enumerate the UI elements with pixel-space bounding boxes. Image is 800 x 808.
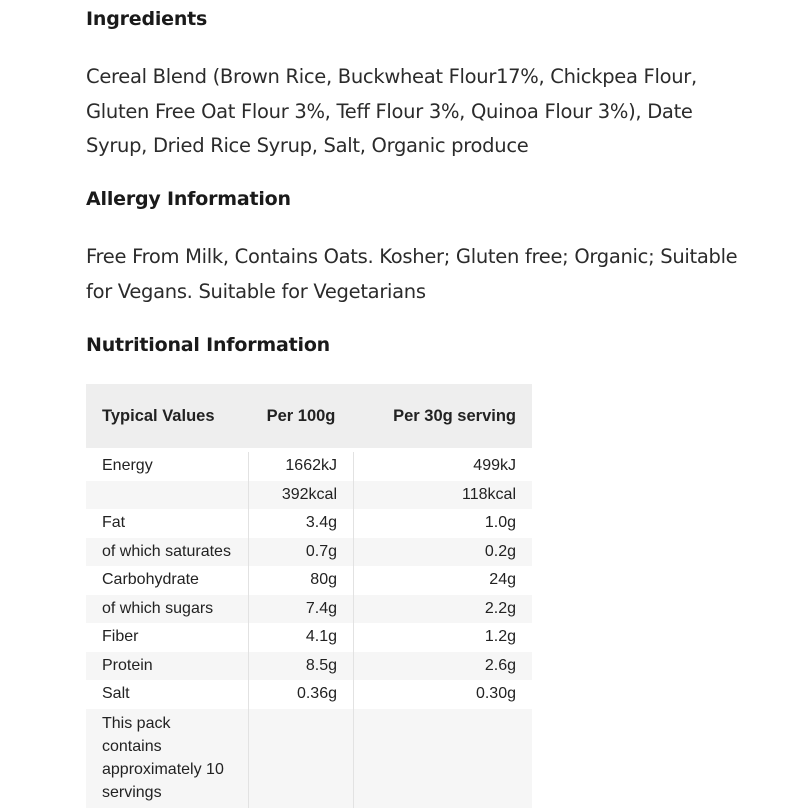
nutrition-heading: Nutritional Information [86, 334, 330, 356]
empty-cell [249, 709, 354, 808]
value-per-serving: 1.0g [484, 514, 516, 532]
value-per-100g: 392kcal [249, 481, 354, 510]
nutrition-table [86, 384, 532, 808]
nutrient-label: of which sugars [86, 595, 249, 624]
header-per-100g: Per 100g [249, 384, 354, 448]
servings-note [86, 709, 249, 808]
ingredients-text [86, 60, 746, 164]
table-row [86, 481, 532, 510]
nutrient-label: Salt [102, 685, 130, 703]
nutrient-label: of which saturates [86, 538, 249, 567]
table-row [86, 452, 532, 481]
nutrient-label: Protein [86, 652, 249, 681]
allergy-line: Free From Milk, Contains Oats. Kosher; Gluten free; Organic; Suitable [86, 245, 738, 268]
header-typical-values: Typical Values [86, 384, 249, 448]
table-row [86, 538, 532, 567]
ingredients-line: Cereal Blend (Brown Rice, Buckwheat Flour17%, Chickpea Flour, [86, 65, 697, 88]
nutrient-label [86, 481, 249, 510]
allergy-line: for Vegans. Suitable for Vegetarians [86, 279, 426, 303]
value-per-serving: 0.2g [354, 538, 533, 567]
servings-note-line: This pack contains [102, 714, 171, 755]
ingredients-line: Syrup, Dried Rice Syrup, Salt, Organic produce [86, 134, 529, 157]
value-per-serving: 499kJ [473, 457, 516, 475]
allergy-text [86, 240, 756, 309]
ingredients-line: Gluten Free Oat Flour 3%, Teff Flour 3%, Quinoa Flour 3%), Date [86, 99, 693, 123]
nutrient-label: Energy [102, 457, 153, 475]
value-per-100g: 1662kJ [249, 452, 354, 481]
nutrient-label: Fat [102, 514, 126, 532]
value-per-100g: 0.7g [249, 538, 354, 567]
value-per-100g: 3.4g [249, 509, 354, 538]
table-row [86, 595, 532, 624]
value-per-serving: 1.2g [484, 628, 516, 646]
table-row [86, 680, 532, 709]
value-per-100g: 4.1g [249, 623, 354, 652]
servings-note-line: servings [102, 783, 162, 801]
nutrient-label: Carbohydrate [102, 571, 199, 589]
value-per-serving: 2.6g [354, 652, 533, 681]
table-row [86, 652, 532, 681]
value-per-serving: 0.30g [475, 685, 516, 703]
value-per-serving: 24g [489, 571, 516, 589]
servings-note-line: approximately 10 [102, 760, 224, 778]
table-row [86, 566, 532, 595]
value-per-100g: 80g [249, 566, 354, 595]
nutrient-label: Fiber [102, 628, 139, 646]
value-per-serving: 118kcal [354, 481, 533, 510]
table-row [86, 509, 532, 538]
value-per-100g: 0.36g [249, 680, 354, 709]
value-per-100g: 7.4g [249, 595, 354, 624]
header-per-serving: Per 30g serving [354, 384, 533, 448]
empty-cell [354, 709, 533, 808]
servings-note-row [86, 709, 532, 808]
ingredients-heading: Ingredients [86, 8, 208, 30]
value-per-serving: 2.2g [354, 595, 533, 624]
allergy-heading: Allergy Information [86, 188, 291, 210]
value-per-100g: 8.5g [249, 652, 354, 681]
nutrition-header-row [86, 384, 532, 448]
table-row [86, 623, 532, 652]
